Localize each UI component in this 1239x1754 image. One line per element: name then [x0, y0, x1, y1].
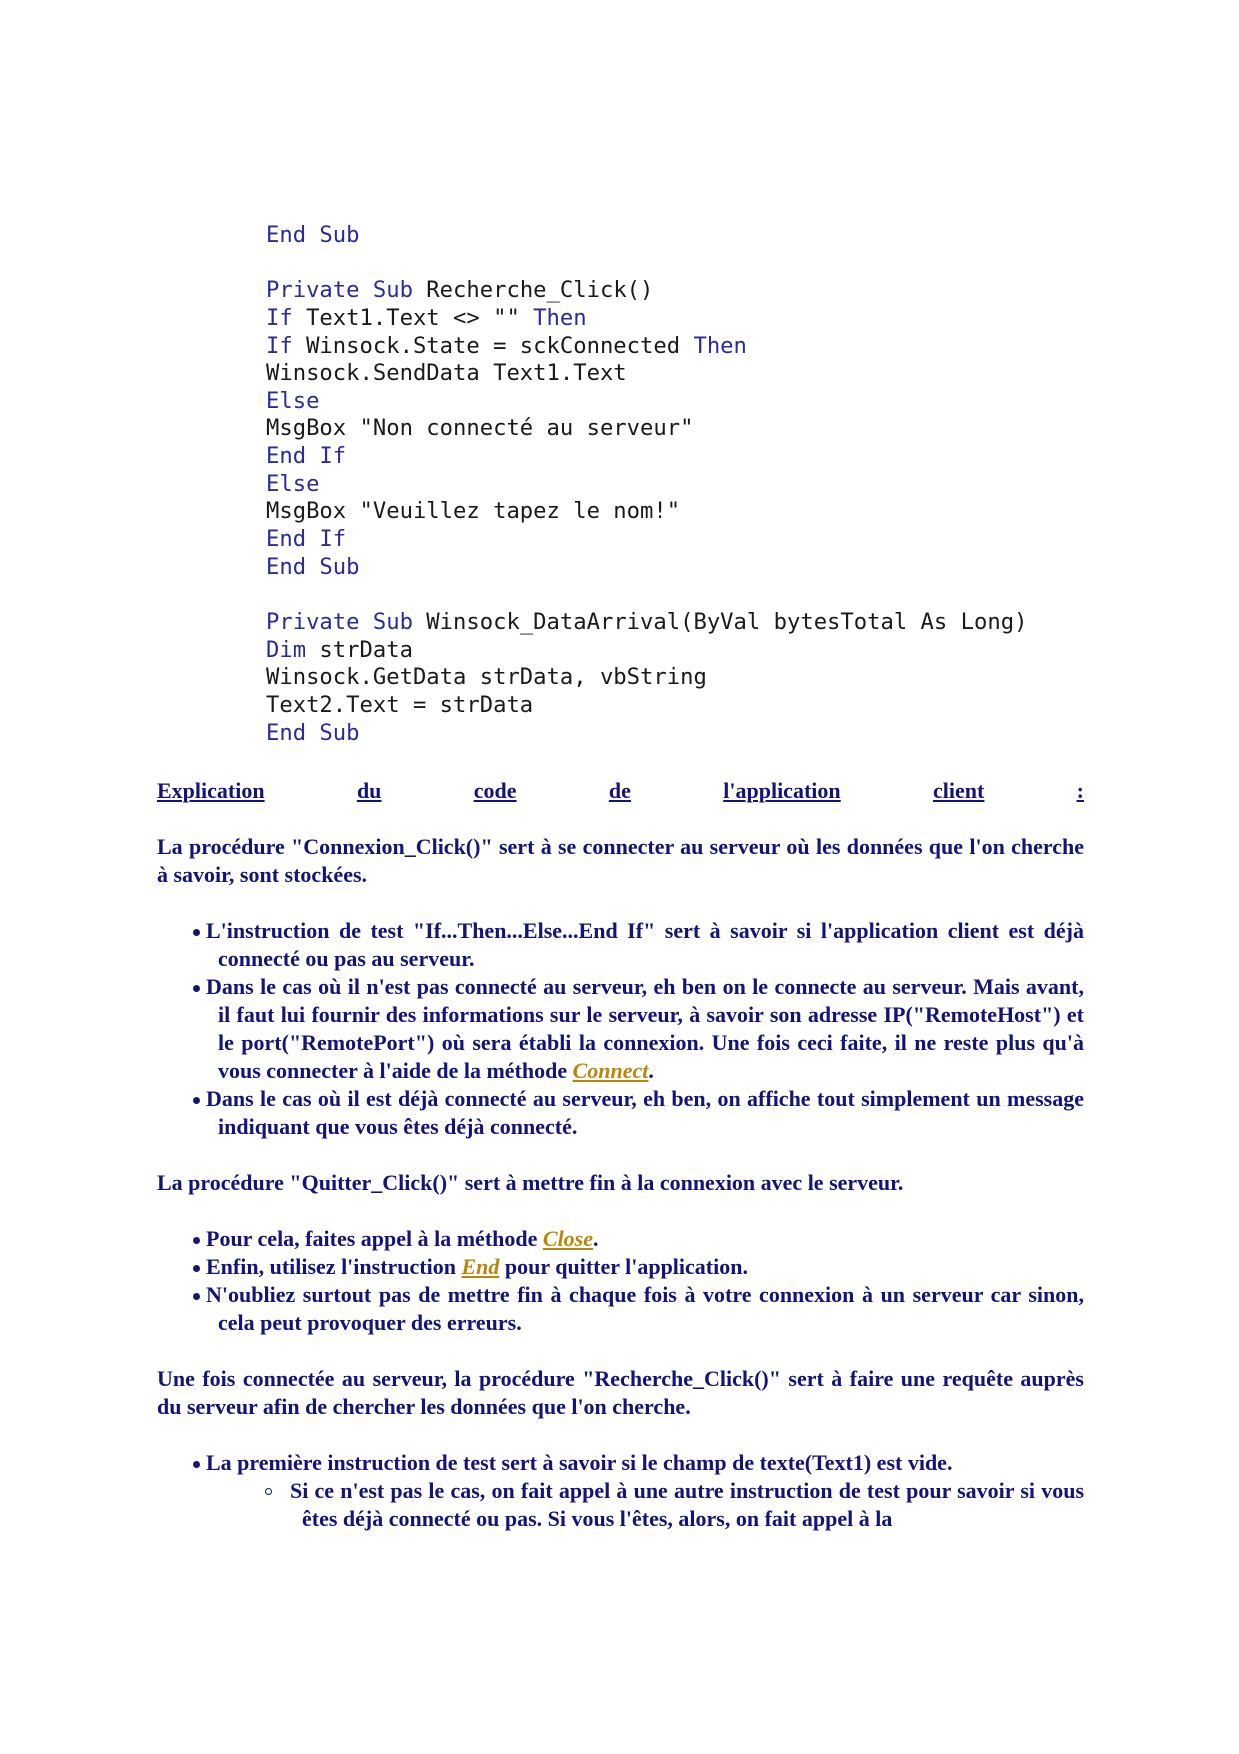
code-keyword: End If — [266, 443, 347, 470]
connect-method-link[interactable]: Connect — [572, 1058, 649, 1083]
code-line — [266, 305, 1027, 333]
code-line — [266, 637, 1027, 665]
paragraph-recherche: Une fois connectée au serveur, la procédure "Recherche_Click()" sert à faire une requête auprès du serveur afin de chercher les données que l'on cherche. — [157, 1366, 1084, 1419]
code-line — [266, 609, 1027, 637]
list-item-text: Dans le cas où il n'est pas connecté au serveur, eh ben on le connecte au serveur. Mais avant, il faut lui fournir des informations sur le serveur, à savoir son adresse IP("RemoteHost") et le port("RemotePort") où sera établi la connexion. Une fois ceci faite, il ne reste plus qu'à vous connecter à l'aide de la méthode — [206, 974, 1084, 1083]
code-text: Winsock.SendData Text1.Text — [266, 360, 627, 387]
code-keyword: End Sub — [266, 222, 360, 248]
code-line — [266, 498, 1027, 526]
bullet-icon — [193, 1461, 200, 1468]
code-text: strData — [306, 636, 413, 663]
code-line — [266, 360, 1027, 388]
list-item-text: Dans le cas où il est déjà connecté au serveur, eh ben, on affiche tout simplement un message indiquant que vous êtes déjà connecté. — [206, 1086, 1084, 1139]
code-text: Winsock.GetData strData, vbString — [266, 664, 707, 691]
code-line — [266, 415, 1027, 443]
code-text: Winsock_DataArrival(ByVal bytesTotal As Long) — [412, 608, 1028, 635]
code-keyword: If — [266, 332, 293, 359]
sub-list-item — [157, 1477, 1084, 1533]
end-instruction-link[interactable]: End — [461, 1254, 500, 1279]
list-item — [157, 1225, 1084, 1253]
code-keyword: End If — [266, 526, 347, 553]
code-keyword: Dim — [266, 636, 307, 663]
list-item-text: N'oubliez surtout pas de mettre fin à chaque fois à votre connexion à un serveur car sinon, cela peut provoquer des erreurs. — [206, 1282, 1084, 1335]
list-item-text-end: pour quitter l'application. — [499, 1254, 748, 1279]
list-item — [157, 1085, 1084, 1141]
recherche-bullets — [157, 1449, 1084, 1533]
code-text: Text2.Text = strData — [266, 691, 534, 718]
list-item-text-end: . — [593, 1226, 599, 1251]
heading-word: code — [473, 778, 517, 803]
code-line — [266, 526, 1027, 554]
list-item — [157, 1253, 1084, 1281]
paragraph-quitter: La procédure "Quitter_Click()" sert à mettre fin à la connexion avec le serveur. — [157, 1170, 904, 1195]
quitter-bullets — [157, 1225, 1084, 1337]
code-keyword: End Sub — [266, 719, 360, 746]
code-keyword: Private Sub — [266, 277, 413, 304]
connexion-bullets — [157, 917, 1084, 1141]
paragraph-connexion: La procédure "Connexion_Click()" sert à se connecter au serveur où les données que l'on cherche à savoir, sont stockées. — [157, 834, 1084, 887]
code-line — [266, 692, 1027, 720]
list-item — [157, 917, 1084, 973]
code-line — [266, 277, 1027, 305]
list-item-text: Pour cela, faites appel à la méthode — [206, 1226, 543, 1251]
sub-list-item-text: Si ce n'est pas le cas, on fait appel à une autre instruction de test pour savoir si vous êtes déjà connecté ou pas. Si vous l'êtes, alors, on fait appel à la — [290, 1478, 1084, 1531]
bullet-icon — [193, 929, 200, 936]
code-line — [266, 443, 1027, 471]
heading-word: de — [608, 778, 631, 803]
code-line — [266, 581, 1027, 609]
list-item — [157, 1281, 1084, 1337]
heading-word: client — [932, 778, 985, 803]
code-text: Recherche_Click() — [412, 277, 654, 304]
code-line — [266, 664, 1027, 692]
code-keyword: If — [266, 304, 293, 331]
code-line — [266, 720, 1027, 748]
circle-bullet-icon — [265, 1488, 272, 1495]
bullet-icon — [193, 1237, 200, 1244]
code-line — [266, 333, 1027, 361]
list-item-text: Enfin, utilisez l'instruction — [206, 1254, 462, 1279]
bullet-icon — [193, 1293, 200, 1300]
heading-word: l'application — [723, 778, 841, 803]
sub-list — [218, 1477, 1084, 1533]
heading-word: : — [1076, 778, 1084, 803]
code-text: Text1.Text <> "" — [292, 304, 534, 331]
code-line — [266, 250, 1027, 278]
list-item-text-end: . — [648, 1058, 654, 1083]
code-keyword: Private Sub — [266, 608, 413, 635]
heading-word: du — [356, 778, 382, 803]
code-keyword: End Sub — [266, 553, 360, 580]
code-line — [266, 222, 1027, 250]
list-item-text: L'instruction de test "If...Then...Else...End If" sert à savoir si l'application client est déjà connecté ou pas au serveur. — [206, 918, 1084, 971]
code-keyword: Else — [266, 470, 320, 497]
code-text: MsgBox "Non connecté au serveur" — [266, 415, 694, 442]
bullet-icon — [193, 985, 200, 992]
code-text: Winsock.State = sckConnected — [292, 332, 694, 359]
bullet-icon — [193, 1265, 200, 1272]
explanation-section — [157, 777, 1084, 1561]
list-item-text: La première instruction de test sert à savoir si le champ de texte(Text1) est vide. — [206, 1450, 953, 1475]
code-line — [266, 388, 1027, 416]
code-keyword: Then — [533, 304, 587, 331]
code-text: MsgBox "Veuillez tapez le nom!" — [266, 498, 681, 525]
bullet-icon — [193, 1097, 200, 1104]
code-keyword: Then — [693, 332, 747, 359]
code-keyword: Else — [266, 387, 320, 414]
heading-word: Explication — [157, 778, 265, 803]
list-item — [157, 973, 1084, 1085]
code-block — [266, 222, 1027, 747]
section-heading — [157, 777, 1084, 805]
code-line — [266, 471, 1027, 499]
list-item — [157, 1449, 1084, 1533]
code-line — [266, 554, 1027, 582]
close-method-link[interactable]: Close — [542, 1226, 594, 1251]
